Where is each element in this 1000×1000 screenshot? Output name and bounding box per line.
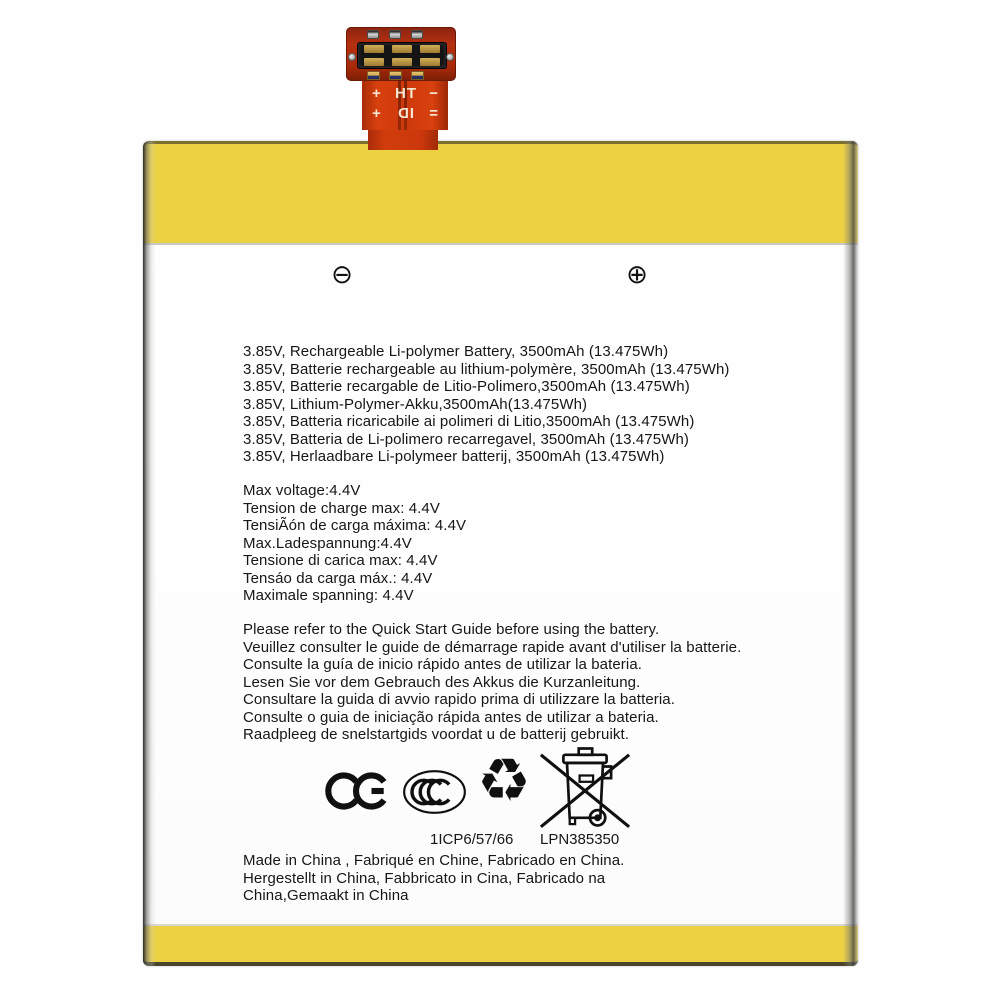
solder-dot-icon [348,53,356,61]
contact-pad [364,45,384,53]
spec-line: 3.85V, Batteria ricaricabile ai polimeri di Litio,3500mAh (13.475Wh) [243,413,695,430]
guide-line: Please refer to the Quick Start Guide before using the battery. [243,621,660,638]
flex-cable-tab [368,130,438,150]
made-in-block [243,852,624,905]
made-in-line: China,Gemaakt in China [243,887,409,904]
guide-line: Veuillez consulter le guide de démarrage rapide avant d'utiliser la batterie. [243,638,742,656]
made-in-line: Hergestellt in China, Fabbricato in Cina, Fabricado na [243,869,606,887]
right-edge-shading [843,141,858,966]
spec-text-block [243,343,730,466]
bottom-yellow-band [143,924,858,966]
positive-terminal-icon: ⊕ [626,259,648,289]
top-yellow-band [143,141,858,245]
guide-line: Raadpleeg de snelstartgids voordat u de batterij gebruikt. [243,726,630,743]
spec-line: 3.85V, Rechargeable Li-polymer Battery, 3500mAh (13.475Wh) [243,343,669,360]
spec-line: 3.85V, Lithium-Polymer-Akku,3500mAh(13.475Wh) [243,395,588,413]
crossed-out-bin-icon [538,744,632,839]
minus-mark: = [429,105,438,122]
guide-line: Consultare la guida di avvio rapido prima di utilizzare la batteria. [243,691,676,708]
flex-label-row-th [362,85,448,103]
ccc-mark-icon [402,769,467,820]
id-label: ID [396,105,414,122]
connector-socket [357,42,447,69]
voltage-line: Tension de charge max: 4.4V [243,499,440,517]
minus-mark: − [429,85,438,102]
flex-label-row-id [362,105,448,123]
guide-line: Consulte o guia de iniciação rápida antes de utilizar a bateria. [243,708,659,726]
solder-pad [367,71,380,80]
spec-line: 3.85V, Herlaadbare Li-polymeer batterij, 3500mAh (13.475Wh) [243,448,665,465]
contact-pad [364,58,384,66]
guide-line: Consulte la guía de inicio rápido antes de utilizar la bateria. [243,656,643,673]
voltage-line: Max.Ladespannung:4.4V [243,534,412,552]
guide-line: Lesen Sie vor dem Gebrauch des Akkus die Kurzanleitung. [243,673,641,691]
th-label: TH [394,85,416,102]
flex-cable-body [362,81,448,130]
battery-body [143,141,858,966]
recycling-symbol-icon: ♻ [477,746,531,816]
voltage-line: Max voltage:4.4V [243,482,361,499]
made-in-line: Made in China , Fabriqué en Chine, Fabricado en China. [243,852,625,869]
contact-pad [392,45,412,53]
voltage-line: TensiÃón de carga máxima: 4.4V [243,517,467,534]
left-edge-shading [143,141,156,966]
plus-mark: + [372,85,381,102]
voltage-line: Tensáo da carga máx.: 4.4V [243,569,433,587]
plus-mark: + [372,105,381,122]
voltage-line: Maximale spanning: 4.4V [243,587,414,604]
connector-pin-icon [367,30,379,39]
spec-line: 3.85V, Batterie recargable de Litio-Polimero,3500mAh (13.475Wh) [243,378,690,395]
part-number: LPN385350 [540,831,620,848]
negative-terminal-icon: ⊖ [331,259,353,289]
solder-pad [389,71,402,80]
contact-pad [392,58,412,66]
quick-start-guide-block [243,621,741,744]
flex-connector-head [346,27,456,81]
connector-pin-icon [389,30,401,39]
spec-line: 3.85V, Batteria de Li-polimero recarregavel, 3500mAh (13.475Wh) [243,430,689,448]
spec-line: 3.85V, Batterie rechargeable au lithium-polymère, 3500mAh (13.475Wh) [243,360,730,378]
solder-dot-icon [446,53,454,61]
connector-pin-icon [411,30,423,39]
voltage-line: Tensione di carica max: 4.4V [243,552,438,569]
contact-pad [420,58,440,66]
contact-pad [420,45,440,53]
cell-model-number: 1ICP6/57/66 [430,831,514,848]
max-voltage-block [243,482,466,605]
ce-mark-icon [325,766,387,821]
solder-pad [411,71,424,80]
